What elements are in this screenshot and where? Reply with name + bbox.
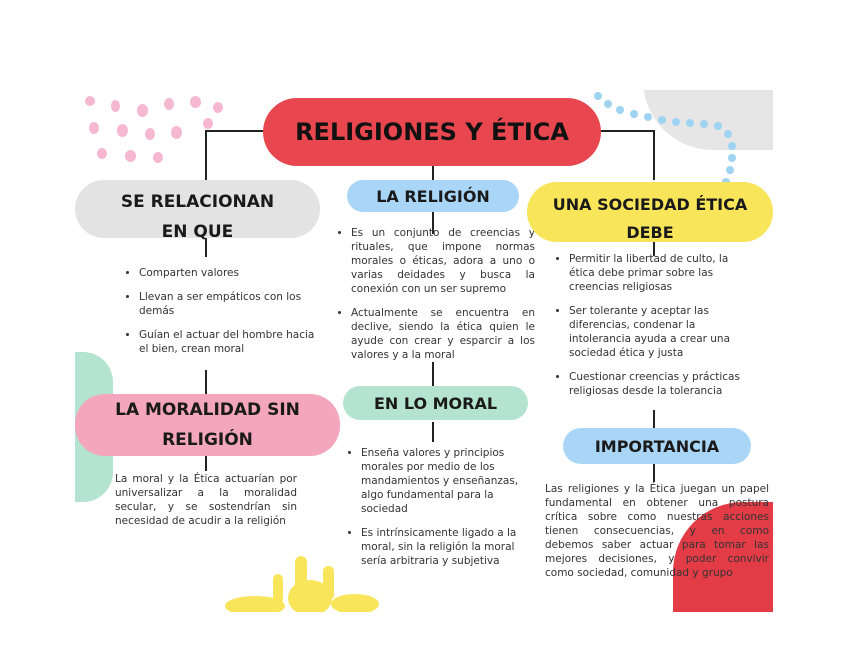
right-sub-text-content: Las religiones y la Ética juegan un papel fundamental en obtener una postura crítica sobre como nuestras acciones tienen consecuencias, y en como debemos saber actuar para tomar las mejores decisiones, y poder convivir como sociedad, comunidad y grupo (545, 483, 769, 579)
right-heading-line2: DEBE (626, 223, 674, 242)
connector-right-sub (653, 410, 655, 428)
list-item: • Llevan a ser empáticos con los demás (139, 290, 315, 318)
left-heading-line2: EN QUE (161, 222, 234, 242)
connector-left-sub-text (205, 455, 207, 471)
list-item: • Enseña valores y principios morales por medio de los mandamientos y enseñanzas, algo fundamental para la sociedad (361, 446, 537, 516)
page-title (263, 98, 601, 166)
connector-title-left-v (205, 130, 207, 180)
connector-title-right-v (653, 130, 655, 180)
right-heading (527, 182, 773, 242)
center-sub-bullet-list (347, 446, 537, 578)
left-sub-text-content: La moral y la Ética actuarían por universalizar a la moralidad secular, y se sostendrían sin necesidad de acudir a la religión (115, 473, 297, 527)
list-item: • Ser tolerante y aceptar las diferencias, condenar la intolerancia ayuda a crear una sociedad ética y justa (569, 304, 750, 360)
list-item: • Cuestionar creencias y prácticas religiosas desde la tolerancia (569, 370, 750, 398)
left-sub-heading-line2: RELIGIÓN (162, 430, 253, 450)
left-sub-heading-line1: LA MORALIDAD SIN (115, 400, 300, 420)
connector-title-right-h (595, 130, 655, 132)
right-heading-line1: UNA SOCIEDAD ÉTICA (552, 195, 748, 214)
left-heading-line1: SE RELACIONAN (120, 192, 275, 212)
left-sub-heading (75, 394, 340, 456)
left-heading (75, 180, 320, 242)
list-item: • Guían el actuar del hombre hacia el bien, crean moral (139, 328, 315, 356)
right-bullet-list (555, 252, 750, 408)
left-sub-text (115, 472, 297, 528)
center-sub-heading-text: EN LO MORAL (373, 393, 498, 413)
list-item: • Permitir la libertad de culto, la ética debe primar sobre las creencias religiosas (569, 252, 750, 294)
mind-map-canvas (75, 90, 773, 612)
right-sub-heading-text: IMPORTANCIA (594, 436, 720, 456)
right-sub-heading (563, 428, 751, 464)
list-item: • Es un conjunto de creencias y rituales, que impone normas morales o éticas, adora a uno o varias deidades y busca la conexión con un ser supremo (351, 226, 535, 296)
connector-right-sub-text (653, 464, 655, 482)
connector-left-sub (205, 370, 207, 394)
list-item: • Es intrínsicamente ligado a la moral, sin la religión la moral sería arbitraria y subjetiva (361, 526, 537, 568)
connector-center-sub-text (432, 422, 434, 442)
left-bullet-list (125, 266, 315, 366)
center-heading (347, 180, 519, 212)
center-bullet-list (337, 226, 535, 372)
page-title-text: RELIGIONES Y ÉTICA (295, 118, 569, 146)
center-heading-text: LA RELIGIÓN (376, 186, 490, 206)
connector-title-left-h (205, 130, 265, 132)
list-item: • Comparten valores (139, 266, 315, 280)
right-sub-text (545, 482, 769, 580)
center-sub-heading (343, 386, 528, 420)
list-item: • Actualmente se encuentra en declive, siendo la ética quien le ayude con crear y esparcir a los valores y a la moral (351, 306, 535, 362)
